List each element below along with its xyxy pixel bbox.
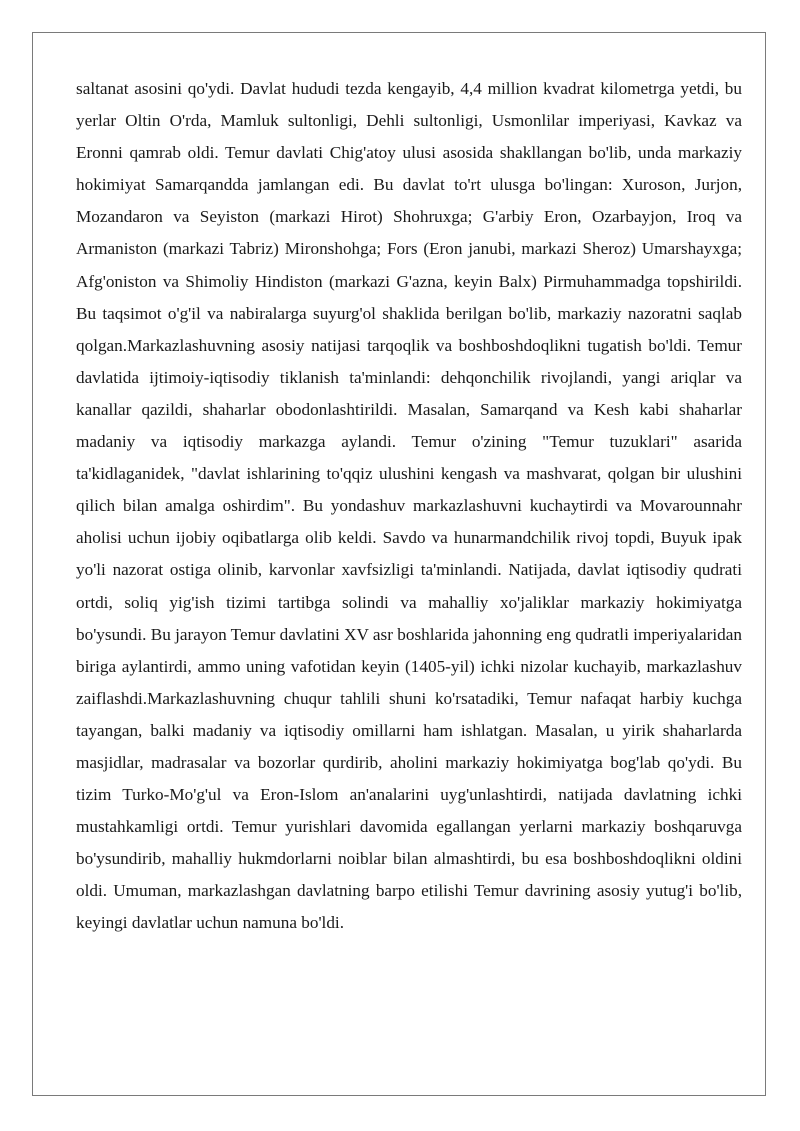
body-paragraph: saltanat asosini qo'ydi. Davlat hududi tezda kengayib, 4,4 million kvadrat kilometrga yetdi, bu yerlar Oltin O'rda, Mamluk sultonligi, Dehli sultonligi, Usmonlilar imperiyasi, Kavkaz va Eronni qamrab oldi. Temur davlati Chig'atoy ulusi asosida shakllangan bo'lib, unda markaziy hokimiyat Samarqandda jamlangan edi. Bu davlat to'rt ulusga bo'lingan: Xuroson, Jurjon, Mozandaron va Seyiston (markazi Hirot) Shohruxga; G'arbiy Eron, Ozarbayjon, Iroq va Armaniston (markazi Tabriz) Mironshohga; Fors (Eron janubi, markazi Sheroz) Umarshayxga; Afg'oniston va Shimoliy Hindiston (markazi G'azna, keyin Balx) Pirmuhammadga topshirildi. Bu taqsimot o'g'il va nabiralarga suyurg'ol shaklida berilgan bo'lib, markaziy nazoratni saqlab qolgan.Markazlashuvning asosiy natijasi tarqoqlik va boshboshdoqlikni tugatish bo'ldi. Temur davlatida ijtimoiy-iqtisodiy tiklanish ta'minlandi: dehqonchilik rivojlandi, yangi ariqlar va kanallar qazildi, shaharlar obodonlashtirildi. Masalan, Samarqand va Kesh kabi shaharlar madaniy va iqtisodiy markazga aylandi. Temur o'zining "Temur tuzuklari" asarida ta'kidlaganidek, "davlat ishlarining to'qqiz ulushini kengash va mashvarat, qolgan bir ulushini qilich bilan amalga oshirdim". Bu yondashuv markazlashuvni kuchaytirdi va Movarounnahr aholisi uchun ijobiy oqibatlarga olib keldi. Savdo va hunarmandchilik rivoj topdi, Buyuk ipak yo'li nazorat ostiga olinib, karvonlar xavfsizligi ta'minlandi. Natijada, davlat iqtisodiy qudrati ortdi, soliq yig'ish tizimi tartibga solindi va mahalliy xo'jaliklar markaziy hokimiyatga bo'ysundi. Bu jarayon Temur davlatini XV asr boshlarida jahonning eng qudratli imperiyalaridan biriga aylantirdi, ammo uning vafotidan keyin (1405-yil) ichki nizolar kuchayib, markazlashuv zaiflashdi.Markazlashuvning chuqur tahlili shuni ko'rsatadiki, Temur nafaqat harbiy kuchga tayangan, balki madaniy va iqtisodiy omillarni ham ishlatgan. Masalan, u yirik shaharlarda masjidlar, madrasalar va bozorlar qurdirib, aholini markaziy hokimiyatga bog'lab qo'ydi. Bu tizim Turko-Mo'g'ul va Eron-Islom an'analarini uyg'unlashtirdi, natijada davlatning ichki mustahkamligi ortdi. Temur yurishlari davomida egallangan yerlarni markaziy boshqaruvga bo'ysundirib, mahalliy hukmdorlarni noiblar bilan almashtirdi, bu esa boshboshdoqlikni oldini oldi. Umuman, markazlashgan davlatning barpo etilishi Temur davrining asosiy yutug'i bo'lib, keyingi davlatlar uchun namuna bo'ldi.	[76, 79, 742, 933]
